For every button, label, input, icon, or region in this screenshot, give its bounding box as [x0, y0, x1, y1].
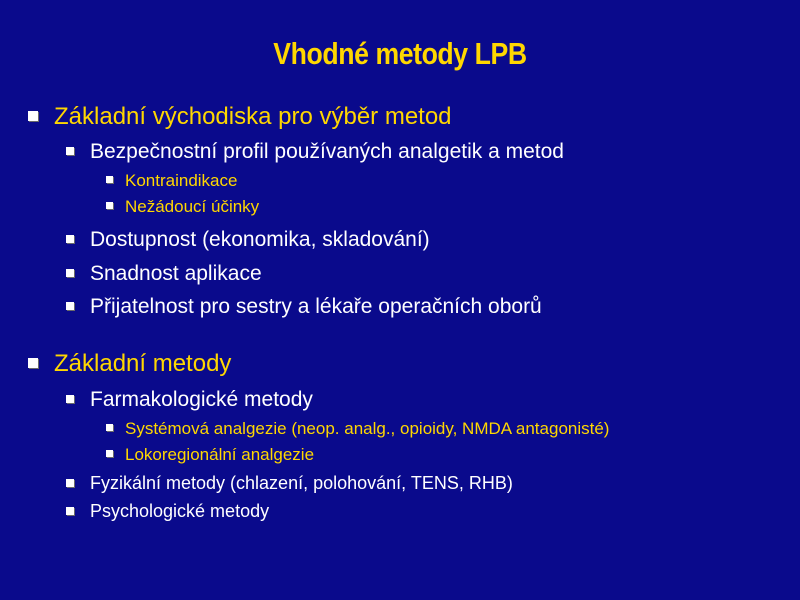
list-item-text: Farmakologické metody	[90, 388, 313, 411]
square-bullet-icon	[66, 269, 74, 277]
square-bullet-icon	[28, 358, 38, 368]
section1-heading-item	[28, 103, 452, 131]
section2-heading: Základní metody	[54, 350, 232, 377]
square-bullet-icon	[66, 479, 74, 487]
square-bullet-icon	[66, 235, 74, 243]
section2-heading-item	[28, 350, 231, 378]
square-bullet-icon	[106, 202, 113, 209]
sub-list-item-text: Systémová analgezie (neop. analg., opioidy, NMDA antagonisté)	[125, 419, 610, 438]
section1-heading: Základní východiska pro výběr metod	[54, 103, 452, 130]
sub-list-item	[106, 419, 609, 439]
list-item	[66, 501, 269, 522]
list-item-text: Přijatelnost pro sestry a lékaře operačních oborů	[90, 295, 542, 318]
square-bullet-icon	[106, 450, 113, 457]
list-item-text: Dostupnost (ekonomika, skladování)	[90, 228, 430, 251]
list-item	[66, 388, 313, 412]
list-item-text: Psychologické metody	[90, 501, 270, 521]
list-item-text: Fyzikální metody (chlazení, polohování, TENS, RHB)	[90, 473, 513, 493]
square-bullet-icon	[106, 176, 113, 183]
square-bullet-icon	[66, 395, 74, 403]
list-item	[66, 473, 513, 494]
list-item	[66, 140, 564, 164]
square-bullet-icon	[106, 424, 113, 431]
square-bullet-icon	[66, 147, 74, 155]
sub-list-item	[106, 445, 314, 465]
sub-list-item-text: Nežádoucí účinky	[125, 197, 260, 216]
list-item	[66, 228, 430, 252]
square-bullet-icon	[66, 302, 74, 310]
sub-list-item-text: Kontraindikace	[125, 171, 238, 190]
list-item	[66, 295, 542, 319]
square-bullet-icon	[66, 507, 74, 515]
sub-list-item	[106, 197, 259, 217]
slide-title: Vhodné metody LPB	[273, 36, 527, 71]
list-item-text: Snadnost aplikace	[90, 262, 262, 285]
list-item	[66, 262, 262, 286]
sub-list-item-text: Lokoregionální analgezie	[125, 445, 315, 464]
list-item-text: Bezpečnostní profil používaných analgetik a metod	[90, 140, 564, 163]
sub-list-item	[106, 171, 237, 191]
square-bullet-icon	[28, 111, 38, 121]
